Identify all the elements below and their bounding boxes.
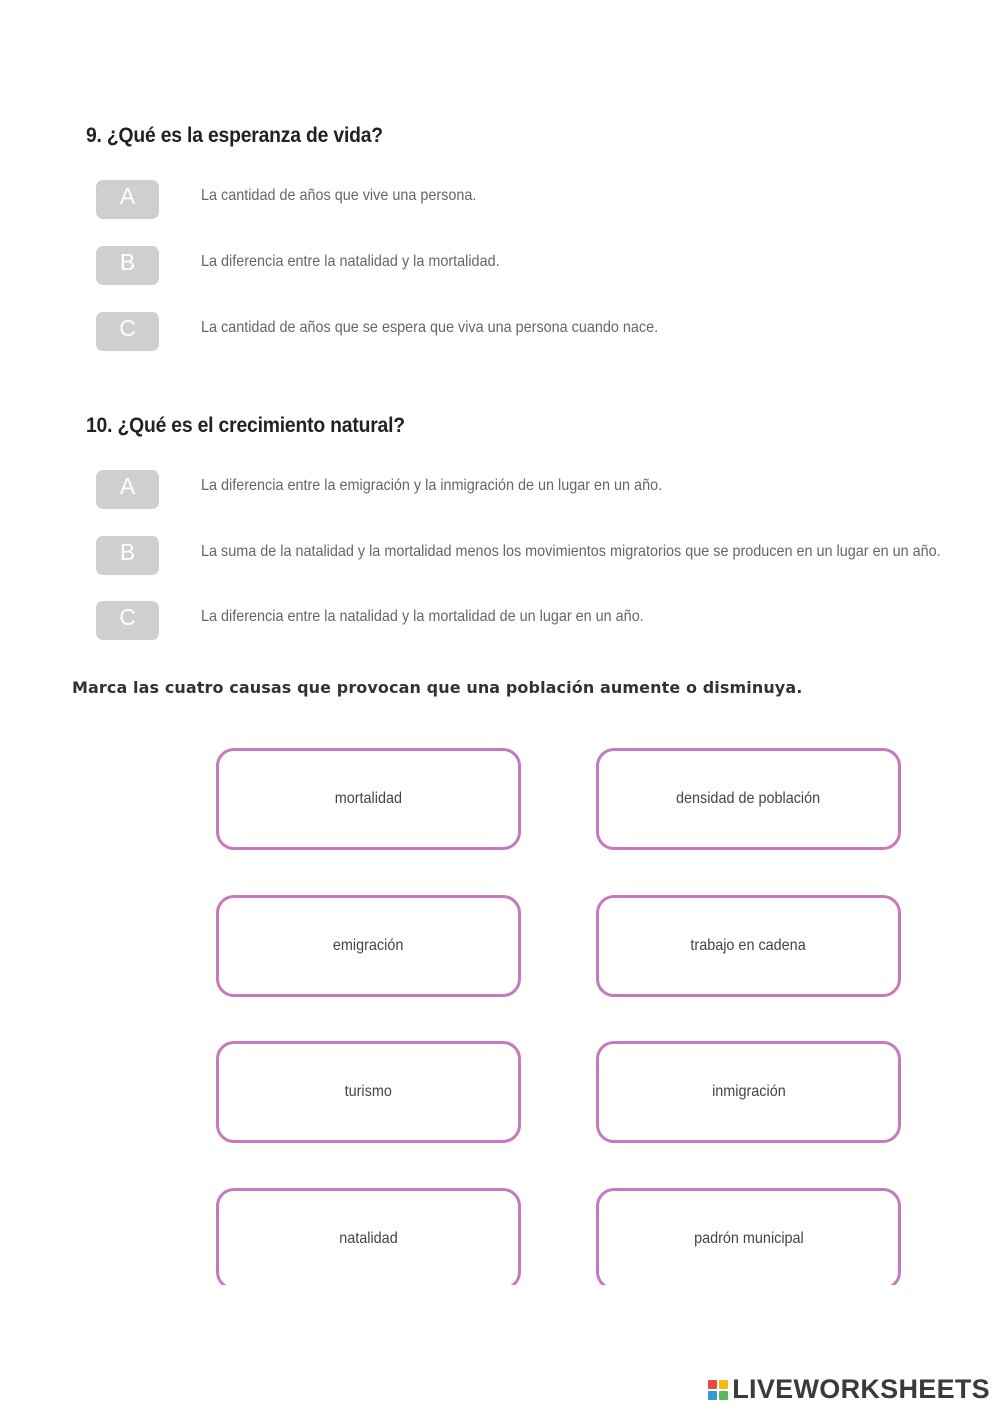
option-badge[interactable]: B [96,246,159,285]
card-label: inmigración [711,1083,786,1100]
card-mortalidad[interactable] [216,748,521,850]
card-label: emigración [333,937,404,954]
option-badge[interactable]: C [96,312,159,351]
card-natalidad[interactable] [216,1188,521,1285]
option-text: La diferencia entre la natalidad y la mortalidad. [201,253,500,270]
card-trabajo-en-cadena[interactable] [596,895,901,997]
card-label: padrón municipal [693,1230,804,1247]
option-badge[interactable]: C [96,601,159,640]
logo-square [719,1380,728,1389]
card-padron-municipal[interactable] [596,1188,901,1285]
logo-text: LIVEWORKSHEETS [732,1374,990,1404]
card-label: trabajo en cadena [690,937,807,954]
option-text: La cantidad de años que vive una persona. [201,187,477,204]
card-label: turismo [344,1083,393,1100]
option-badge[interactable]: A [96,180,159,219]
card-inmigracion[interactable] [596,1041,901,1143]
card-label: densidad de población [676,790,821,807]
option-badge[interactable]: B [96,536,159,575]
card-turismo[interactable] [216,1041,521,1143]
question-10-title: 10. ¿Qué es el crecimiento natural? [86,414,405,437]
logo-square [708,1380,717,1389]
card-label: mortalidad [334,790,403,807]
option-text: La diferencia entre la natalidad y la mortalidad de un lugar en un año. [201,608,644,625]
option-text: La suma de la natalidad y la mortalidad menos los movimientos migratorios que se producen en un lugar en un año. [201,543,941,560]
card-densidad-de-poblacion[interactable] [596,748,901,850]
logo-square [708,1391,717,1400]
option-text: La diferencia entre la emigración y la inmigración de un lugar en un año. [201,477,663,494]
card-emigracion[interactable] [216,895,521,997]
logo-squares-icon [708,1380,728,1400]
question-9-title: 9. ¿Qué es la esperanza de vida? [86,124,383,147]
option-text: La cantidad de años que se espera que viva una persona cuando nace. [201,319,659,336]
liveworksheets-logo [708,1374,990,1405]
instruction-text: Marca las cuatro causas que provocan que una población aumente o disminuya. [72,678,803,697]
option-badge[interactable]: A [96,470,159,509]
card-label: natalidad [339,1230,398,1247]
logo-square [719,1391,728,1400]
